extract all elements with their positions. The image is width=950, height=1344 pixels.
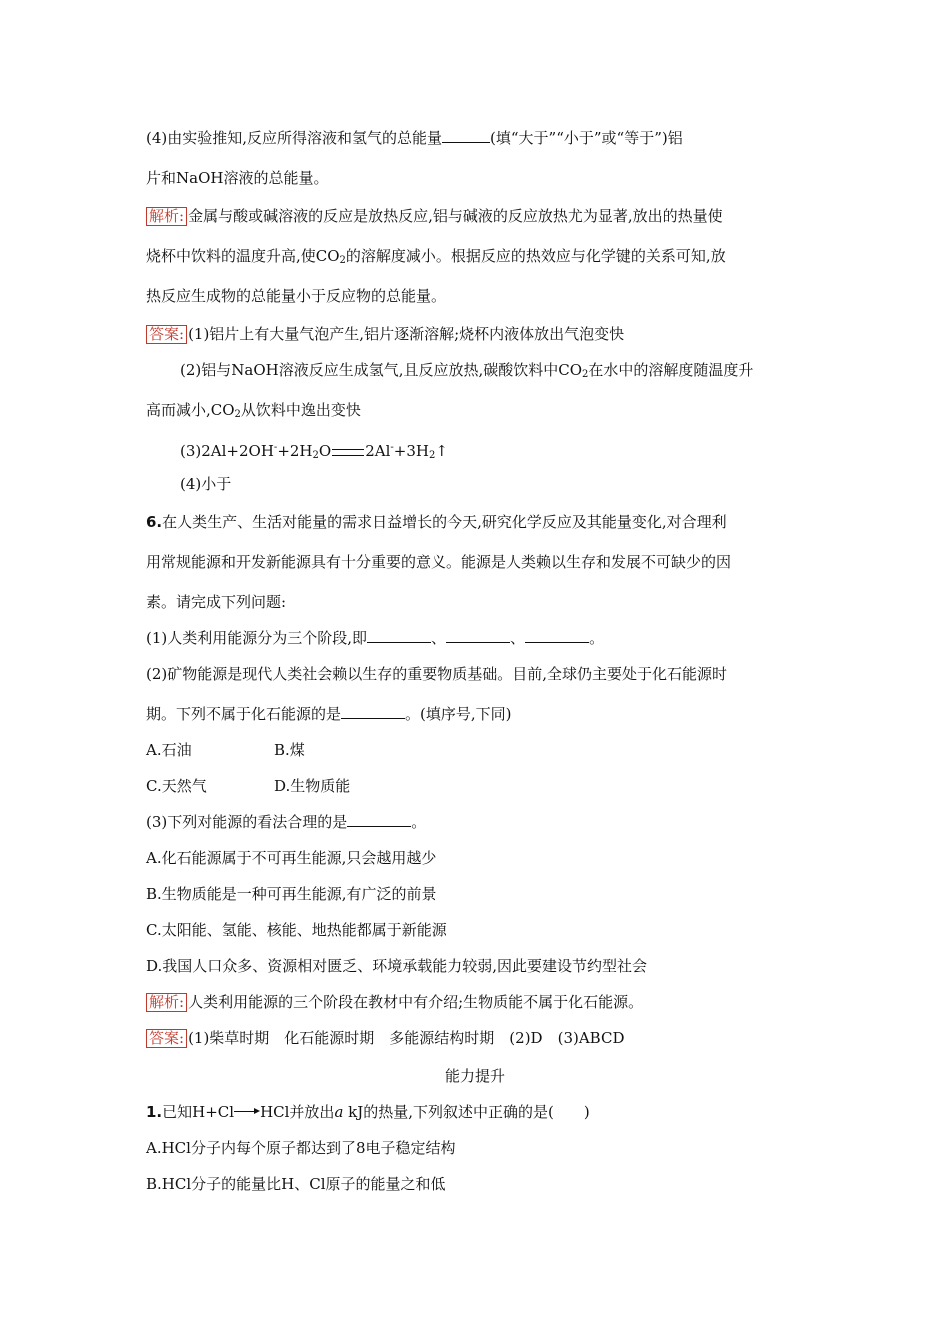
analysis-text: 的溶解度减小。根据反应的热效应与化学键的关系可知,放 — [345, 247, 726, 265]
q5-part4-line1 — [146, 128, 683, 148]
q5-analysis-line3: 热反应生成物的总能量小于反应物的总能量。 — [146, 287, 447, 305]
punctuation: 。 — [411, 813, 427, 831]
question-number: 1. — [146, 1103, 163, 1121]
q5-answer-line2 — [180, 360, 753, 385]
question-text: (3)下列对能源的看法合理的是 — [146, 813, 348, 831]
question-text: 已知H+Cl — [162, 1103, 235, 1121]
option-c: C.天然气 — [146, 777, 207, 795]
equation-text: +2H — [277, 442, 313, 460]
q6-part3-option-a: A.化石能源属于不可再生能源,只会越用越少 — [146, 849, 437, 867]
q1-option-b: B.HCl分子的能量比H、Cl原子的能量之和低 — [146, 1175, 446, 1193]
analysis-text: 金属与酸或碱溶液的反应是放热反应,铝与碱液的反应放热尤为显著,放出的热量使 — [188, 207, 723, 225]
question-text: 期。下列不属于化石能源的是 — [146, 705, 342, 723]
answer-blank — [525, 628, 589, 643]
subscript: 2 — [428, 450, 436, 461]
q6-part3-option-b: B.生物质能是一种可再生能源,有广泛的前景 — [146, 885, 437, 903]
question-number: 6. — [146, 513, 163, 531]
subscript: 2 — [234, 409, 241, 420]
answer-text: (1)柴草时期 化石能源时期 多能源结构时期 (2)D (3)ABCD — [188, 1029, 625, 1047]
q5-answer-equation — [180, 438, 448, 466]
q6-options-row1 — [146, 740, 305, 760]
q5-part4-line2: 片和NaOH溶液的总能量。 — [146, 169, 329, 187]
q6-stem-line2: 用常规能源和开发新能源具有十分重要的意义。能源是人类赖以生存和发展不可缺少的因 — [146, 553, 732, 571]
answer-tag: 答案: — [146, 1029, 187, 1048]
q6-options-row2 — [146, 776, 351, 796]
answer-text: 从饮料中逸出变快 — [240, 401, 361, 419]
question-text: kJ的热量,下列叙述中正确的是( ) — [343, 1103, 590, 1121]
analysis-text: 人类利用能源的三个阶段在教材中有介绍;生物质能不属于化石能源。 — [188, 993, 644, 1011]
punctuation: 。 — [589, 629, 605, 647]
answer-blank — [446, 628, 510, 643]
q6-stem-line3: 素。请完成下列问题: — [146, 593, 287, 611]
q6-analysis — [146, 992, 643, 1012]
q6-stem-line1 — [146, 512, 727, 532]
q6-part2-line2 — [146, 704, 512, 724]
option-a: A.石油 — [146, 741, 192, 759]
answer-blank — [341, 704, 405, 719]
q6-answer — [146, 1028, 624, 1048]
equation-text: (3)2Al+2OH — [180, 442, 274, 460]
option-d: D.生物质能 — [274, 777, 351, 795]
answer-text: (2)铝与NaOH溶液反应生成氢气,且反应放热,碳酸饮料中CO — [180, 361, 583, 379]
answer-blank — [367, 628, 431, 643]
equation-text: O — [318, 442, 332, 460]
q5-part4-text: (4)由实验推知,反应所得溶液和氢气的总能量 — [146, 129, 443, 147]
answer-text: 在水中的溶解度随温度升 — [588, 361, 754, 379]
q6-part3-option-d: D.我国人口众多、资源相对匮乏、环境承载能力较弱,因此要建设节约型社会 — [146, 957, 648, 975]
option-b: B.煤 — [274, 741, 305, 759]
separator: 、 — [510, 629, 526, 647]
q1-option-a: A.HCl分子内每个原子都达到了8电子稳定结构 — [146, 1139, 456, 1157]
question-stem: 在人类生产、生活对能量的需求日益增长的今天,研究化学反应及其能量变化,对合理利 — [162, 513, 727, 531]
answer-tag: 答案: — [146, 325, 187, 344]
q6-part2-line1: (2)矿物能源是现代人类社会赖以生存的重要物质基础。目前,全球仍主要处于化石能源时 — [146, 665, 728, 683]
answer-blank — [442, 128, 490, 143]
superscript: - — [390, 442, 394, 453]
q5-analysis-line2 — [146, 246, 726, 271]
answer-text: (1)铝片上有大量气泡产生,铝片逐渐溶解;烧杯内液体放出气泡变快 — [188, 325, 625, 343]
variable-a: a — [334, 1103, 344, 1121]
equation-text: +3H — [393, 442, 429, 460]
section-title: 能力提升 — [444, 1067, 505, 1085]
analysis-tag: 解析: — [146, 993, 187, 1012]
question-text: HCl并放出 — [260, 1103, 335, 1121]
q6-part3 — [146, 812, 426, 832]
reaction-arrow-icon — [234, 1107, 260, 1117]
q1-stem — [146, 1102, 590, 1122]
q6-part1 — [146, 628, 604, 648]
up-arrow-icon: ↑ — [435, 442, 448, 460]
q5-answer-line4: (4)小于 — [180, 475, 232, 493]
superscript: - — [273, 442, 278, 453]
separator: 、 — [431, 629, 447, 647]
q5-part4-options: (填“大于”“小于”或“等于”)铝 — [490, 129, 683, 147]
question-text: (1)人类利用能源分为三个阶段,即 — [146, 629, 368, 647]
subscript: 2 — [339, 255, 346, 266]
q5-analysis-line1 — [146, 206, 723, 226]
q5-answer-line1 — [146, 324, 624, 344]
subscript: 2 — [582, 369, 589, 380]
analysis-tag: 解析: — [146, 207, 187, 226]
subscript: 2 — [312, 450, 319, 461]
question-text: 。(填序号,下同) — [405, 705, 512, 723]
q6-part3-option-c: C.太阳能、氢能、核能、地热能都属于新能源 — [146, 921, 447, 939]
q5-answer-line3 — [146, 400, 361, 425]
double-line-equals-sign — [332, 449, 364, 456]
answer-blank — [347, 812, 411, 827]
analysis-text: 烧杯中饮料的温度升高,使CO — [146, 247, 340, 265]
equation-text: 2Al — [365, 442, 391, 460]
answer-text: 高而减小,CO — [146, 401, 235, 419]
